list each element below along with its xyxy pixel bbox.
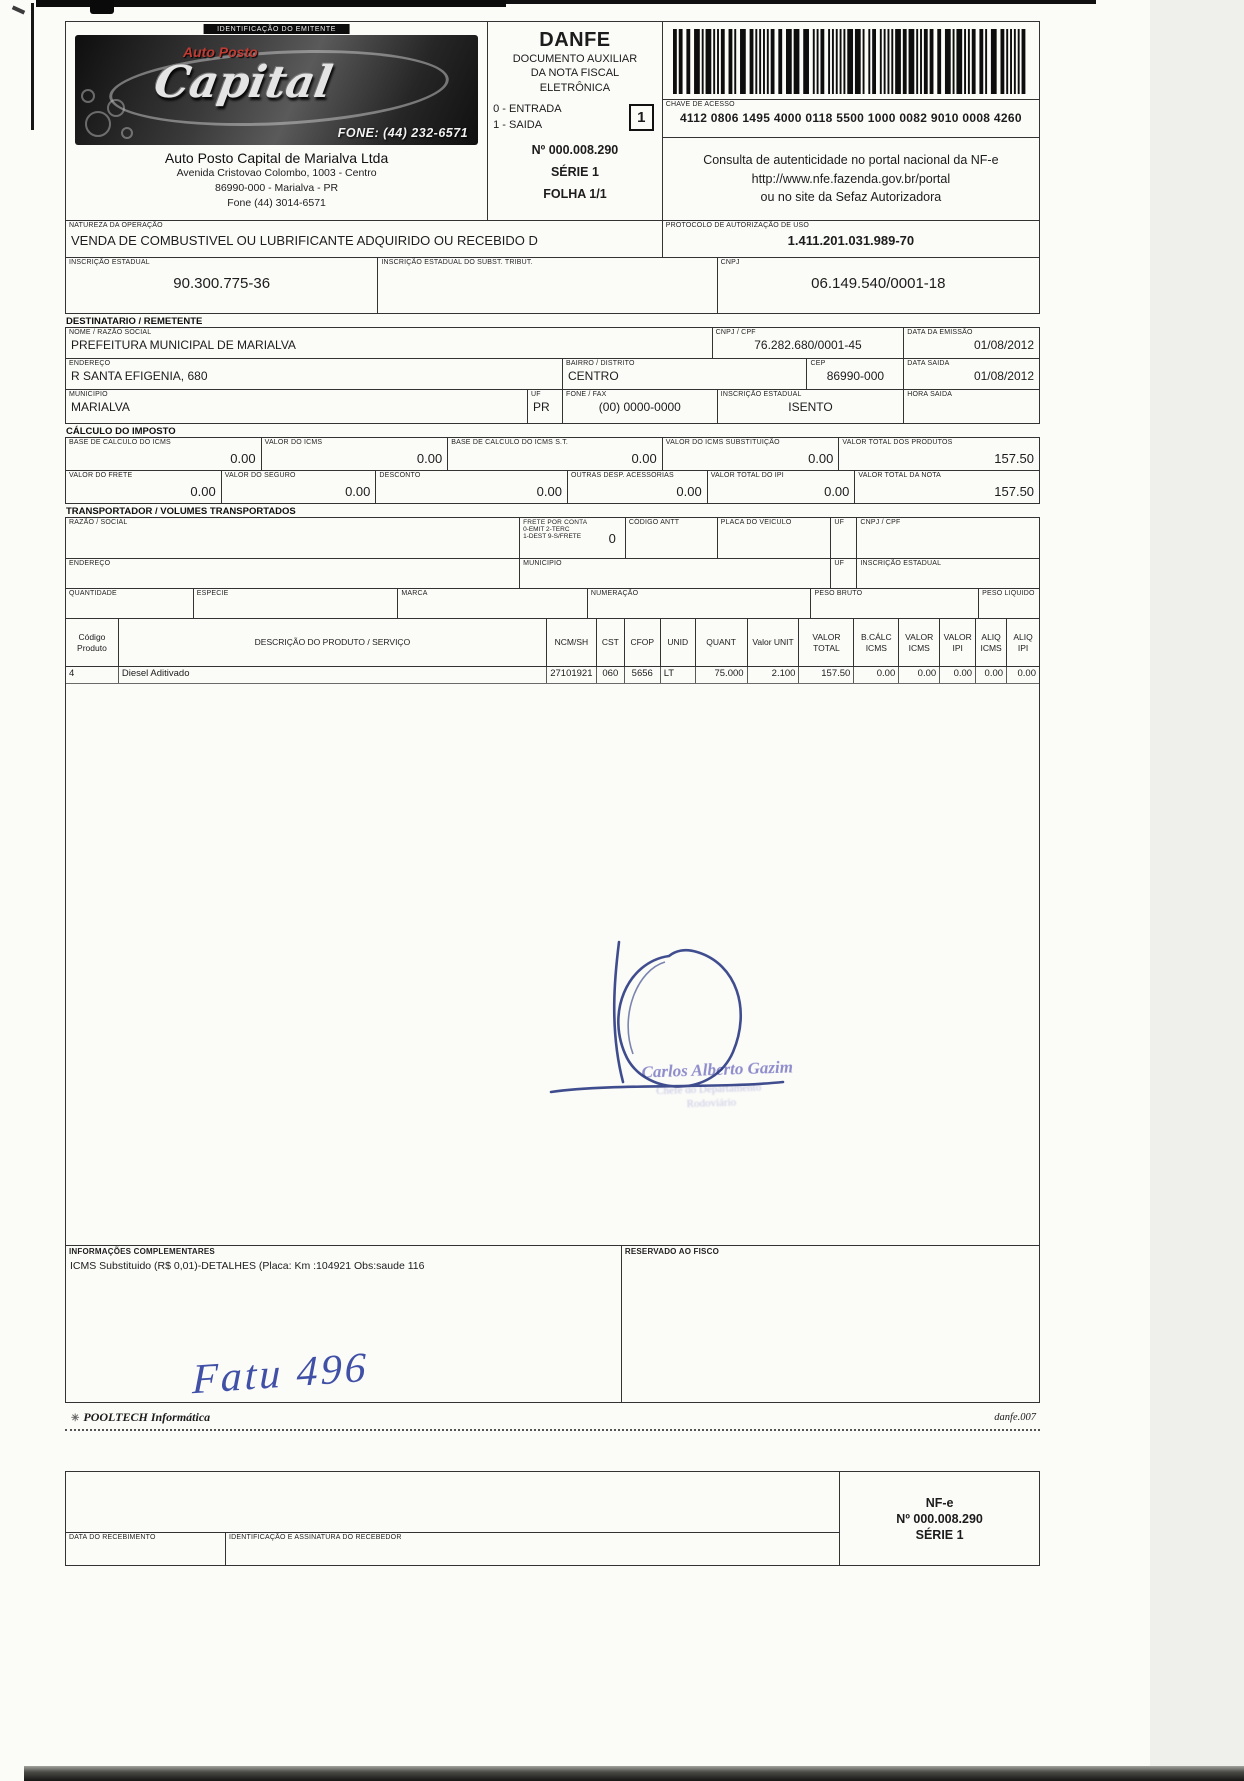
emitente-address-3: Fone (44) 3014-6571 <box>227 197 326 210</box>
produto-cfop: 5656 <box>625 667 661 683</box>
field-data-emissao <box>904 328 1039 358</box>
field-label: NUMERAÇÃO <box>590 590 639 597</box>
produtos-header-row <box>66 619 1039 667</box>
field-inscricao-estadual-destinatario <box>718 390 905 423</box>
field-valor-total-ipi <box>708 471 856 503</box>
scan-right-shade <box>1150 0 1244 1781</box>
scan-left-line <box>31 3 34 130</box>
field-valor-seguro <box>222 471 377 503</box>
field-value: MARIALVA <box>71 400 130 414</box>
danfe-title: DANFE <box>539 29 611 51</box>
produto-valor-ipi: 0.00 <box>940 667 976 683</box>
consulta-line3: ou no site da Sefaz Autorizadora <box>760 190 942 205</box>
complementares-text: ICMS Substituido (R$ 0,01)-DETALHES (Placa: Km :104921 Obs:saude 116 <box>70 1260 425 1272</box>
field-value: PR <box>533 400 550 414</box>
field-uf-veiculo <box>831 518 857 558</box>
transportador-row-2 <box>65 558 1040 589</box>
field-bairro-distrito <box>563 359 808 389</box>
field-protocolo-autorizacao <box>663 221 1039 257</box>
scan-left-mark <box>12 5 25 14</box>
field-label: IDENTIFICAÇÃO E ASSINATURA DO RECEBEDOR <box>229 1534 402 1541</box>
field-label: VALOR TOTAL DO IPI <box>710 472 784 479</box>
field-cnpj-cpf-transportador <box>857 518 1039 558</box>
col-header-valor-total: VALOR TOTAL <box>799 619 854 666</box>
field-cep <box>807 359 904 389</box>
field-label: DATA SAIDA <box>907 360 950 367</box>
field-label: BASE DE CALCULO DO ICMS S.T. <box>451 439 569 446</box>
logo-bubble-icon <box>107 99 125 117</box>
produto-row <box>66 667 1039 684</box>
consulta-url: http://www.nfe.fazenda.gov.br/portal <box>751 171 951 186</box>
produto-ncm: 27101921 <box>547 667 597 683</box>
danfe-subtitle: ELETRÔNICA <box>539 81 611 94</box>
field-label: VALOR DO FRETE <box>69 472 133 479</box>
field-label: ENDEREÇO <box>69 360 111 367</box>
imposto-section-title: CÁLCULO DO IMPOSTO <box>66 426 176 437</box>
destinatario-row-2 <box>65 358 1040 390</box>
field-label: DESCONTO <box>379 472 421 479</box>
field-value: 90.300.775-36 <box>173 275 271 292</box>
field-endereco-transportador <box>66 559 520 588</box>
col-header-quant: QUANT <box>696 619 748 666</box>
produtos-table <box>65 618 1040 1246</box>
field-inscricao-subst-tribut <box>378 258 717 313</box>
field-value: 06.149.540/0001-18 <box>811 275 946 292</box>
field-uf-transportador <box>831 559 857 588</box>
field-value: 0.00 <box>416 451 443 466</box>
field-value: CENTRO <box>567 369 619 383</box>
field-value: VENDA DE COMBUSTIVEL OU LUBRIFICANTE ADQUIRIDO OU RECEBIDO D <box>71 233 538 248</box>
field-label: UF <box>531 391 541 398</box>
field-label: ESPECIE <box>196 590 229 597</box>
col-header-codigo: Código Produto <box>66 619 119 666</box>
chave-box <box>663 22 1039 220</box>
entrada-label: 0 - ENTRADA <box>493 102 562 115</box>
col-header-aliq-icms: ALIQ ICMS <box>976 619 1007 666</box>
col-header-cfop: CFOP <box>625 619 661 666</box>
field-value: 0.00 <box>824 484 850 499</box>
field-label: BAIRRO / DISTRITO <box>565 360 635 367</box>
field-valor-total-nota <box>855 471 1039 503</box>
entrada-saida-labels <box>493 102 561 134</box>
produto-descricao: Diesel Aditivado <box>119 667 547 683</box>
field-label: VALOR DO ICMS SUBSTITUIÇÃO <box>665 439 780 446</box>
col-header-cst: CST <box>597 619 625 666</box>
field-hora-saida <box>904 390 1039 423</box>
col-header-aliq-ipi: ALIQ IPI <box>1013 632 1033 653</box>
field-label: INFORMAÇÕES COMPLEMENTARES <box>69 1247 215 1256</box>
danfe-subtitle: DA NOTA FISCAL <box>530 67 620 80</box>
col-header-valor-icms: VALOR ICMS <box>899 619 940 666</box>
field-value: 157.50 <box>994 484 1035 499</box>
field-numeracao <box>588 589 812 618</box>
transportador-row-1 <box>65 517 1040 559</box>
natureza-row <box>65 220 1040 258</box>
emitente-address-2: 86990-000 - Marialva - PR <box>214 182 339 195</box>
col-header-ncm: NCM/SH <box>547 619 597 666</box>
field-label: VALOR TOTAL DOS PRODUTOS <box>842 439 953 446</box>
software-credit <box>65 1410 210 1425</box>
field-inscricao-estadual <box>66 258 378 313</box>
field-value: 0.00 <box>345 484 371 499</box>
field-label: FONE / FAX <box>565 391 607 398</box>
danfe-box <box>488 22 663 220</box>
field-especie <box>194 589 399 618</box>
field-value: 0.00 <box>230 451 256 466</box>
chave-acesso-box <box>663 100 1039 138</box>
field-value: 157.50 <box>994 451 1034 466</box>
nfe-numero: Nº 000.008.290 <box>531 142 619 157</box>
field-label: CNPJ / CPF <box>860 519 901 526</box>
field-label: CHAVE DE ACESSO <box>665 101 735 108</box>
field-label: NATUREZA DA OPERAÇÃO <box>69 222 163 229</box>
scan-top-blob <box>90 0 114 14</box>
field-label: INSCRIÇÃO ESTADUAL DO SUBST. TRIBUT. <box>381 259 533 266</box>
reservado-fisco-box <box>622 1246 1039 1402</box>
field-nome-razao-social <box>66 328 713 358</box>
field-label: PROTOCOLO DE AUTORIZAÇÃO DE USO <box>665 222 810 229</box>
col-header-bcalc-icms: B.CÁLC ICMS <box>854 619 899 666</box>
emitente-name: Auto Posto Capital de Marialva Ltda <box>164 150 389 166</box>
barcode-wrap <box>663 22 1039 100</box>
stamp-name: Carlos Alberto Gazim <box>641 1057 794 1082</box>
danfe-sheet <box>65 22 1040 1566</box>
field-data-saida <box>904 359 1039 389</box>
field-identificacao-assinatura <box>226 1533 839 1565</box>
danfe-subtitle: DOCUMENTO AUXILIAR <box>512 53 638 65</box>
consulta-line1: Consulta de autenticidade no portal nacional da NF-e <box>703 152 999 167</box>
field-label: INSCRIÇÃO ESTADUAL <box>860 560 942 567</box>
nfe-serie: SÉRIE 1 <box>550 164 599 179</box>
logo-brand-text: Capital <box>150 57 337 108</box>
field-label: DATA DA EMISSÃO <box>907 329 973 336</box>
canhoto-left <box>66 1472 839 1565</box>
produto-valor-icms: 0.00 <box>899 667 940 683</box>
canhoto-nfe-serie: SÉRIE 1 <box>915 1527 964 1542</box>
field-valor-total-produtos <box>839 438 1039 470</box>
transportador-section-title: TRANSPORTADOR / VOLUMES TRANSPORTADOS <box>66 506 296 517</box>
header-block <box>65 21 1040 221</box>
field-value: 01/08/2012 <box>973 338 1034 352</box>
software-name: POOLTECH Informática <box>83 1409 211 1424</box>
frete-option-line: 0-EMIT 2-TERC <box>523 526 570 533</box>
transportador-row-3 <box>65 588 1040 619</box>
field-valor-icms-subst <box>663 438 840 470</box>
logo-bubble-icon <box>85 111 111 137</box>
field-base-icms-st <box>448 438 663 470</box>
field-label: UF <box>834 519 845 526</box>
entrada-saida-block <box>493 102 654 134</box>
field-value: 86990-000 <box>826 369 885 383</box>
field-label: MUNICIPIO <box>523 560 562 567</box>
emitente-box <box>66 22 488 220</box>
field-value: ISENTO <box>788 400 833 414</box>
produto-bcalc-icms: 0.00 <box>854 667 899 683</box>
signature-scribble <box>545 936 857 1111</box>
imposto-row-1 <box>65 437 1040 471</box>
produto-valor-unit: 2.100 <box>748 667 800 683</box>
scan-bottom-edge <box>24 1766 1244 1781</box>
field-label: VALOR DO SEGURO <box>224 472 296 479</box>
field-value: 0.00 <box>676 484 702 499</box>
field-label: HORA SAIDA <box>907 391 953 398</box>
field-natureza-operacao <box>66 221 663 257</box>
field-inscricao-estadual-transportador <box>857 559 1039 588</box>
emitente-section-label: IDENTIFICAÇÃO DO EMITENTE <box>203 24 350 34</box>
col-header-valor-unit: Valor UNIT <box>748 619 800 666</box>
field-endereco-destinatario <box>66 359 563 389</box>
col-header-valor-ipi: VALOR IPI <box>940 619 976 666</box>
field-marca <box>398 589 588 618</box>
field-label: UF <box>834 560 845 567</box>
logo-bubble-icon <box>121 127 133 139</box>
handwritten-note: Fatu 496 <box>191 1344 370 1404</box>
field-label: MARCA <box>401 590 428 597</box>
field-label: DATA DO RECEBIMENTO <box>69 1534 156 1541</box>
field-municipio-transportador <box>520 559 831 588</box>
stamp-title-line: Rodoviário <box>686 1096 737 1111</box>
field-value: 0.00 <box>808 451 834 466</box>
field-value: 1.411.201.031.989-70 <box>787 233 915 248</box>
field-label: VALOR DO ICMS <box>264 439 323 446</box>
field-label: QUANTIDADE <box>69 590 117 597</box>
emitente-address-1: Avenida Cristovao Colombo, 1003 - Centro <box>176 167 377 179</box>
emitente-logo <box>75 35 478 145</box>
field-codigo-antt <box>626 518 718 558</box>
field-cnpj-emitente <box>718 258 1039 313</box>
produto-cst: 060 <box>597 667 625 683</box>
col-header-descricao: DESCRIÇÃO DO PRODUTO / SERVIÇO <box>119 619 547 666</box>
field-valor-frete <box>66 471 222 503</box>
field-label: ENDEREÇO <box>69 560 111 567</box>
field-label: CÓDIGO ANTT <box>628 519 680 526</box>
field-value: PREFEITURA MUNICIPAL DE MARIALVA <box>71 338 296 352</box>
stamp-title-line: Chefe do Departamento <box>655 1081 762 1098</box>
canhoto-label-row <box>66 1532 839 1565</box>
produto-quant: 75.000 <box>696 667 748 683</box>
field-label: INSCRIÇÃO ESTADUAL <box>720 391 802 398</box>
field-label: CNPJ / CPF <box>715 329 756 336</box>
logo-auto-posto-text: Auto Posto <box>183 44 258 60</box>
produto-aliq-icms: 0.00 <box>976 667 1007 683</box>
field-uf-destinatario <box>528 390 563 423</box>
tipo-operacao-box: 1 <box>629 104 654 131</box>
destinatario-row-3 <box>65 389 1040 424</box>
canhoto-nfe-numero: Nº 000.008.290 <box>896 1511 983 1526</box>
field-label: RAZÃO / SOCIAL <box>69 519 128 526</box>
field-value: R SANTA EFIGENIA, 680 <box>71 369 208 383</box>
field-peso-liquido <box>979 589 1039 618</box>
consulta-box <box>663 138 1039 220</box>
logo-bubble-icon <box>81 89 95 103</box>
field-value: (00) 0000-0000 <box>598 400 681 414</box>
saida-label: 1 - SAIDA <box>493 118 543 131</box>
field-peso-bruto <box>811 589 979 618</box>
canhoto-nfe-label: NF-e <box>925 1495 954 1510</box>
field-label: PESO LIQUIDO <box>982 590 1035 597</box>
inscricoes-row <box>65 257 1040 314</box>
field-base-icms <box>66 438 262 470</box>
field-label: CNPJ <box>720 259 740 266</box>
field-razao-social-transportador <box>66 518 520 558</box>
produto-valor-total: 157.50 <box>799 667 854 683</box>
field-municipio-destinatario <box>66 390 528 423</box>
field-placa-veiculo <box>718 518 832 558</box>
destinatario-row-1 <box>65 327 1040 359</box>
field-label: PESO BRUTO <box>814 590 863 597</box>
field-value: 0.00 <box>190 484 216 499</box>
nfe-folha: FOLHA 1/1 <box>543 186 607 201</box>
field-label: CEP <box>810 360 826 367</box>
field-data-recebimento <box>66 1533 226 1565</box>
field-value: 01/08/2012 <box>973 369 1034 383</box>
field-valor-icms <box>262 438 449 470</box>
field-value: 0 <box>608 531 616 546</box>
field-label: NOME / RAZÃO SOCIAL <box>69 329 152 336</box>
destinatario-section-title: DESTINATARIO / REMETENTE <box>66 316 203 327</box>
field-label: RESERVADO AO FISCO <box>624 1247 719 1256</box>
barcode-icon <box>673 29 1029 94</box>
field-label: PLACA DO VEICULO <box>720 519 792 526</box>
logo-phone-text: FONE: (44) 232-6571 <box>337 126 469 140</box>
produto-codigo: 4 <box>66 667 119 683</box>
canhoto-block <box>65 1471 1040 1566</box>
field-label: BASE DE CALCULO DO ICMS <box>69 439 171 446</box>
col-header-unid: UNID <box>661 619 696 666</box>
field-value: 0.00 <box>631 451 657 466</box>
canhoto-nfe-box <box>839 1472 1039 1565</box>
field-fone-fax <box>563 390 718 423</box>
field-quantidade <box>66 589 194 618</box>
imposto-row-2 <box>65 470 1040 504</box>
software-logo-icon: ✳ <box>71 1412 80 1424</box>
field-label: MUNICIPIO <box>69 391 108 398</box>
field-label: FRETE POR CONTA <box>523 519 588 526</box>
produto-unid: LT <box>661 667 696 683</box>
produto-aliq-ipi: 0.00 <box>1017 668 1036 679</box>
field-label: VALOR TOTAL DA NOTA <box>858 472 942 479</box>
software-footer <box>65 1405 1040 1431</box>
field-value: 0.00 <box>536 484 562 499</box>
field-label: OUTRAS DESP. ACESSORIAS <box>570 472 674 479</box>
field-frete-por-conta <box>520 518 626 558</box>
field-cnpj-cpf-destinatario <box>713 328 905 358</box>
field-desconto <box>376 471 568 503</box>
field-value: 76.282.680/0001-45 <box>754 338 862 352</box>
field-label: INSCRIÇÃO ESTADUAL <box>69 259 150 266</box>
danfe-ref: danfe.007 <box>994 1411 1036 1423</box>
frete-option-line: 1-DEST 9-S/FRETE <box>523 533 582 540</box>
chave-acesso-value: 4112 0806 1495 4000 0118 5500 1000 0082 9010 0008 4260 <box>679 111 1022 125</box>
field-outras-despesas <box>568 471 708 503</box>
